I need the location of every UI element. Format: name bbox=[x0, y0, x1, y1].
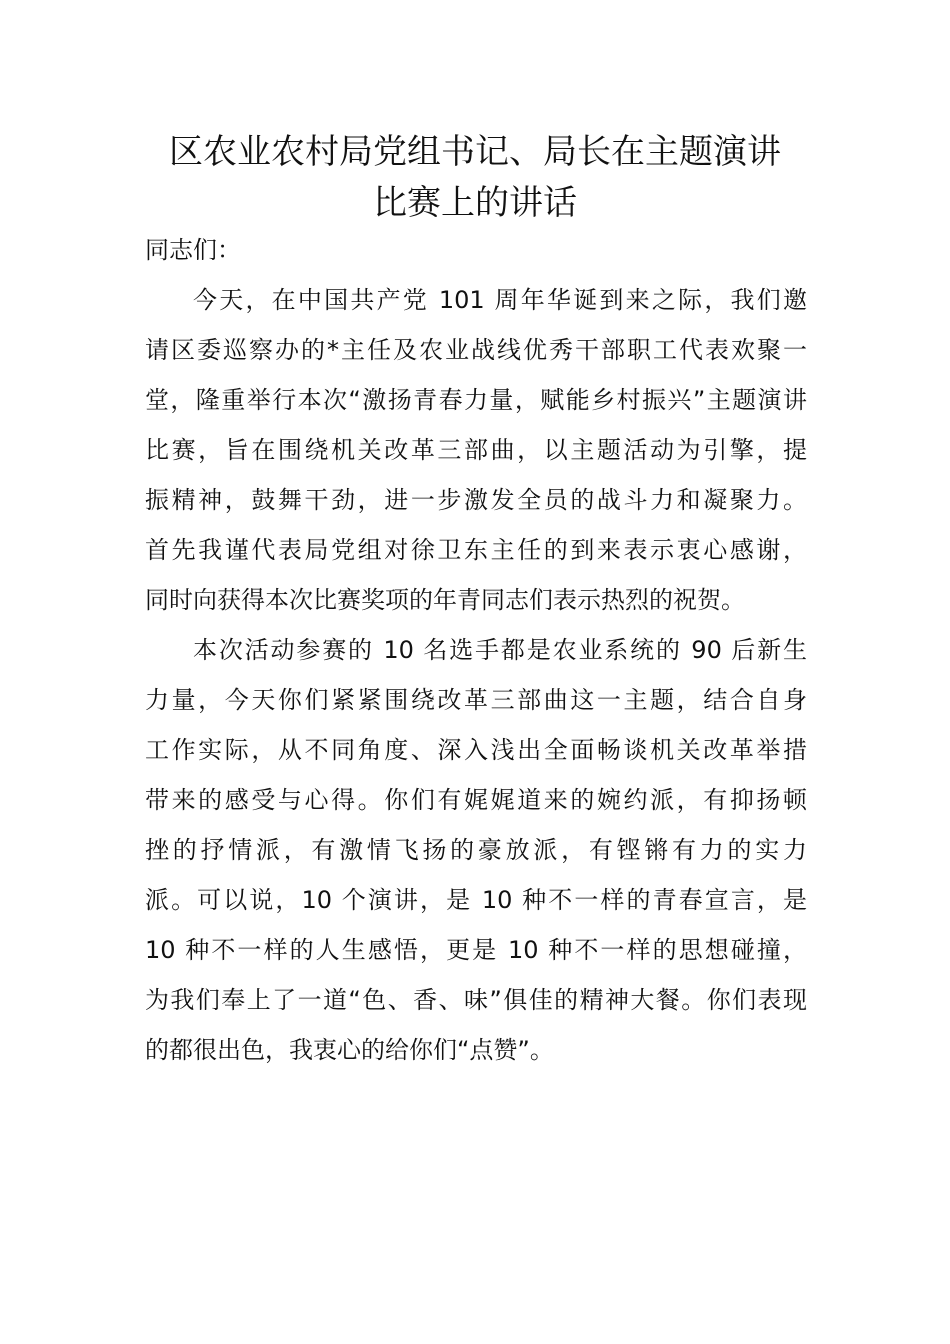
paragraph-line: 本次活动参赛的 10 名选手都是农业系统的 90 后新生 bbox=[193, 636, 807, 664]
document-body bbox=[145, 225, 807, 1075]
paragraph-line: 首先我谨代表局党组对徐卫东主任的到来表示衷心感谢， bbox=[145, 536, 807, 564]
paragraph-line: 工作实际，从不同角度、深入浅出全面畅谈机关改革举措 bbox=[145, 736, 807, 764]
paragraph bbox=[145, 625, 807, 1075]
paragraph-line: 堂，隆重举行本次“激扬青春力量，赋能乡村振兴”主题演讲 bbox=[145, 386, 807, 414]
paragraph-line: 带来的感受与心得。你们有娓娓道来的婉约派，有抑扬顿 bbox=[145, 786, 807, 814]
paragraph-line: 为我们奉上了一道“色、香、味”俱佳的精神大餐。你们表现 bbox=[145, 986, 807, 1014]
paragraphs bbox=[145, 275, 807, 1075]
paragraph-line: 同时向获得本次比赛奖项的年青同志们表示热烈的祝贺。 bbox=[145, 586, 745, 614]
salutation: 同志们： bbox=[145, 236, 241, 264]
paragraph-line: 今天，在中国共产党 101 周年华诞到来之际，我们邀 bbox=[193, 286, 807, 314]
paragraph bbox=[145, 275, 807, 625]
document-title-line-2: 比赛上的讲话 bbox=[373, 183, 577, 223]
paragraph-line: 的都很出色，我衷心的给你们“点赞”。 bbox=[145, 1036, 554, 1064]
document-title-line-1: 区农业农村局党组书记、局长在主题演讲 bbox=[169, 132, 781, 172]
paragraph-line: 振精神，鼓舞干劲，进一步激发全员的战斗力和凝聚力。 bbox=[145, 486, 807, 514]
paragraph-line: 挫的抒情派，有激情飞扬的豪放派，有铿锵有力的实力 bbox=[145, 836, 807, 864]
paragraph-line: 10 种不一样的人生感悟，更是 10 种不一样的思想碰撞， bbox=[145, 936, 807, 964]
paragraph-line: 比赛，旨在围绕机关改革三部曲，以主题活动为引擎，提 bbox=[145, 436, 807, 464]
paragraph-line: 请区委巡察办的*主任及农业战线优秀干部职工代表欢聚一 bbox=[145, 336, 807, 364]
paragraph-line: 力量，今天你们紧紧围绕改革三部曲这一主题，结合自身 bbox=[145, 686, 807, 714]
paragraph-line: 派。可以说，10 个演讲，是 10 种不一样的青春宣言，是 bbox=[145, 886, 807, 914]
